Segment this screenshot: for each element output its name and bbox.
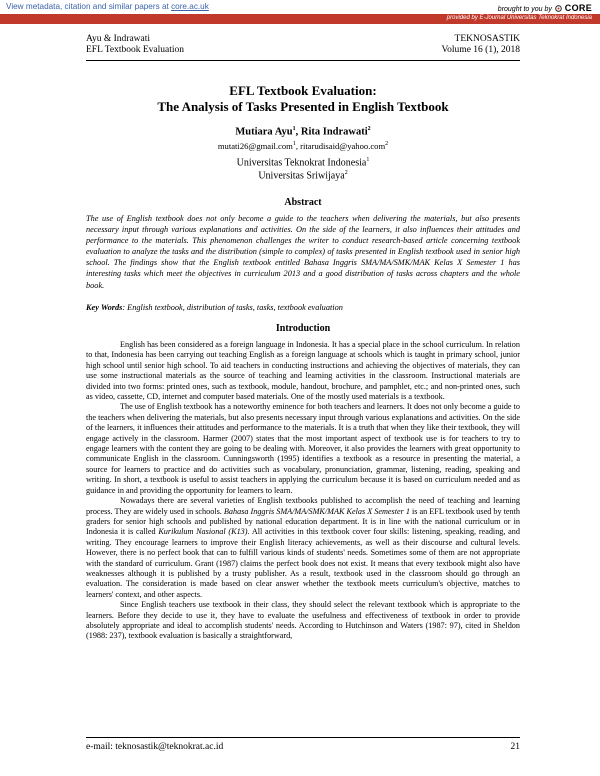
core-brand-name: CORE	[564, 3, 592, 13]
paragraph: English has been considered as a foreign language in Indonesia. It has a special place in the school curriculum. In relation to that, Indonesia has been carrying out teaching English as a foreign language at schools which is taught in primary school, junior high school until senior high school. To aid teachers in conducting instructions and achieving the objectives of materials, they can use some instructional materials as the source of teaching and learning activities in the classroom. Instructional materials are divided into two forms: printed ones, such as textbook, module, handout, brochure, and pamphlet, etc.; and non-printed ones, such as video, cassette, CD, internet and computer based materials. One of the mostly used materials is a textbook.	[86, 340, 520, 402]
email-separator: ,	[295, 141, 301, 151]
header-authors: Ayu & Indrawati	[86, 34, 151, 44]
section-heading-introduction: Introduction	[275, 323, 331, 334]
header-volume: Volume 16 (1), 2018	[441, 45, 520, 55]
brought-by-text: brought to you by	[497, 6, 552, 13]
textbook-title: Bahasa Inggris SMA/MA/SMK/MAK Kelas X Semester 1	[223, 506, 410, 516]
core-brand[interactable]	[498, 3, 592, 13]
author-sup: 2	[367, 126, 371, 132]
author-sup: 1	[292, 126, 296, 132]
header-short-title: EFL Textbook Evaluation	[86, 45, 185, 55]
author-name: Mutiara Ayu	[235, 126, 293, 138]
paragraph-text: Nowadays there are several varieties of English textbooks published to accomplish the need of teaching and learning process. They are widely used in schools.	[86, 496, 520, 516]
header-journal: TEKNOSASTIK	[454, 34, 520, 44]
author-name: Rita Indrawati	[300, 126, 368, 138]
paragraph	[86, 496, 520, 600]
email-sup: 1	[292, 141, 296, 148]
provider-bar	[0, 14, 600, 24]
paper-title-line2: The Analysis of Tasks Presented in English Textbook	[157, 99, 449, 114]
abstract-text: The use of English textbook does not only become a guide to the teachers when delivering the materials, but also presents necessary input through various explanations and activities. On the side of the learners, it also influences their attitudes and performance to the materials. This phenomenon challenges the writer to conduct research-based article concerning textbook evaluation to analyze the tasks and the distribution (simple to complex) of tasks presented in English textbook used in senior high school. The findings show that the English textbook entitled Bahasa Inggris SMA/MA/SMK/MAK Kelas X Semester 1 has interesting tasks which meet the objectives in curriculum 2013 and a good distribution of tasks across chapters and the whole book.	[86, 214, 520, 290]
paragraph-text: is an EFL textbook used by tenth graders for senior high schools and published by national education department. It is in line with the national curriculum or in Indonesia it is called	[86, 506, 520, 537]
curriculum-name: Kurikulum Nasional (K13).	[158, 527, 250, 537]
core-banner	[0, 0, 600, 14]
introduction-body	[86, 340, 520, 642]
core-metadata-link[interactable]	[6, 2, 209, 11]
author-list	[86, 126, 520, 138]
core-link-domain[interactable]: core.ac.uk	[171, 2, 209, 11]
affiliation	[86, 170, 520, 181]
header-divider	[86, 60, 520, 61]
email-sup: 2	[385, 141, 389, 148]
paragraph: The use of English textbook has a noteworthy eminence for both teachers and learners. It does not only become a guide to the teachers when delivering the materials, but also presents necessary input through various explanations and activities. On the side of the learners, it influences their attitudes and performance to the materials. It is a truth that when they like their textbook, they will engage actively in the classroom. Harmer (2007) states that the most important aspect of textbook use is for teachers to try to engage learners with the content they are going to be dealing with. Moreover, it also provides the learners with great opportunity to communicate English in the classroom. Cunningsworth (1995) identifies a textbook as a resource in presenting the material, a source for learners to practice and do activities such as vocabulary, pronunciation, grammar, listening, reading, speaking and writing. In short, a textbook is useful to assist teachers in applying the curriculum because it is based on curriculum needed and as guidance in and providing the opportunity for learners to learn.	[86, 402, 520, 495]
author-separator: ,	[295, 126, 301, 138]
keywords-text: : English textbook, distribution of tasks, tasks, textbook evaluation	[122, 303, 343, 312]
abstract-heading: Abstract	[284, 197, 322, 208]
affiliation-name: Universitas Sriwijaya	[258, 170, 345, 182]
provider-text: provided by E-Journal Universitas Teknokrat Indonesia	[446, 15, 592, 21]
paragraph-text: All activities in this textbook cover four skills: listening, speaking, reading, and writing. They encourage learners to improve their English literacy achievements, as well as their discourse and cultural levels. However, there is no perfect book that can to fulfill various kinds of students' needs. Sometimes some of them are not appropriate with the standard of curriculum. Grant (1987) claims the perfect book does not exist. It means that every textbook might also have weaknesses although it is published by a trusty publisher. As a result, textbook used in the classroom should go through an evaluation. The consideration is made based on clear answer whether the textbook meets curriculum's objective, matches to learners' context, and other aspects.	[86, 527, 520, 599]
running-header-left	[86, 34, 184, 56]
page-number: 21	[510, 742, 520, 752]
footer-divider	[86, 737, 520, 738]
core-logo-icon	[555, 5, 562, 12]
author-email: ritarudisaid@yahoo.com	[300, 141, 386, 151]
affiliation-name: Universitas Teknokrat Indonesia	[236, 157, 367, 169]
affiliation	[86, 157, 520, 168]
keywords	[86, 303, 520, 312]
paragraph: Since English teachers use textbook in their class, they should select the relevant textbook which is appropriate to the learners. Before they decide to use it, they have to evaluate the usefulness and effectiveness of textbook in order to provide absolutely appropriate and ideal to accomplish students' needs. According to Hutchinson and Waters (1987: 97), cited in Sheldon (1988: 237), textbook evaluation is basically a straightforward,	[86, 600, 520, 641]
running-header-right	[442, 34, 520, 56]
keywords-label: Key Words	[86, 303, 123, 312]
author-emails	[86, 141, 520, 151]
author-email: mutati26@gmail.com	[217, 141, 293, 151]
paper-title-line1: EFL Textbook Evaluation:	[229, 83, 377, 98]
footer-email: e-mail: teknosastik@teknokrat.ac.id	[86, 742, 224, 752]
affiliation-sup: 1	[366, 157, 370, 163]
core-link-text: View metadata, citation and similar papers at	[6, 2, 172, 11]
affiliation-sup: 2	[344, 170, 348, 176]
